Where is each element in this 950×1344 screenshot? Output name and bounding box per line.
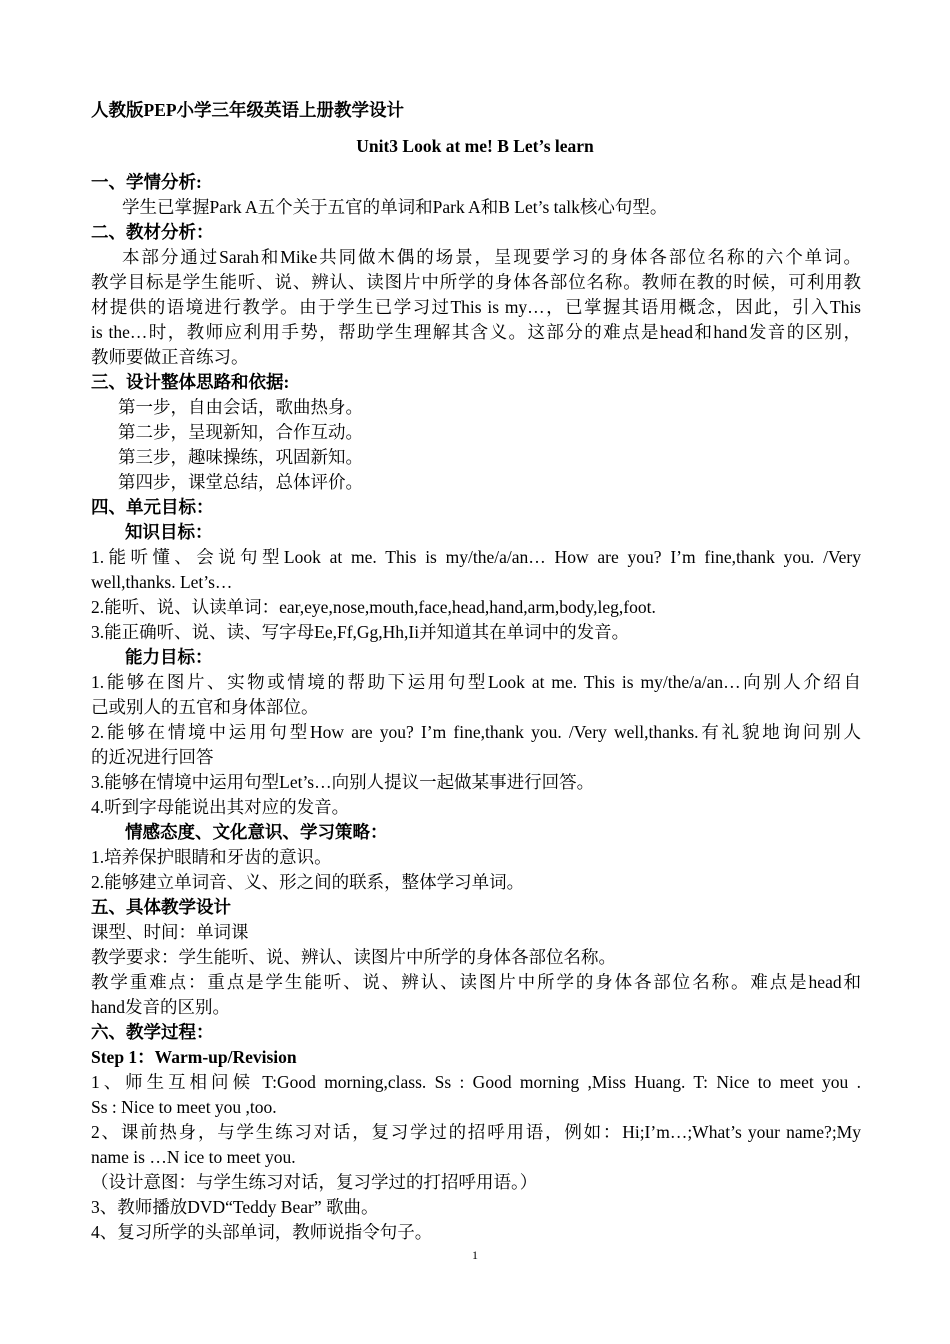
subheading-ability: 能力目标：	[125, 647, 213, 667]
paragraph-line: 教学要求：学生能听、说、辨认、读图片中所学的身体各部位名称。	[91, 947, 616, 967]
doc-title: 人教版PEP小学三年级英语上册教学设计	[91, 100, 405, 120]
list-item: 第二步，呈现新知，合作互动。	[118, 422, 363, 442]
paragraph-line: 教师要做正音练习。	[91, 347, 249, 367]
paragraph-line: 2、课前热身，与学生练习对话，复习学过的招呼用语，例如：Hi;I’m…;What’s your name?;My	[91, 1122, 861, 1142]
paragraph-line: name is …N ice to meet you.	[91, 1147, 296, 1167]
paragraph-line: 己或别人的五官和身体部位。	[91, 697, 319, 717]
paragraph-line: 的近况进行回答	[91, 747, 214, 767]
paragraph-line: 教学重难点：重点是学生能听、说、辨认、读图片中所学的身体各部位名称。难点是head和	[91, 972, 861, 992]
paragraph-line: is the…时，教师应利用手势，帮助学生理解其含义。这部分的难点是head和hand发音的区别，	[91, 322, 861, 342]
section-heading-6: 六、教学过程：	[91, 1022, 214, 1042]
paragraph-line: 4、复习所学的头部单词，教师说指令句子。	[91, 1222, 433, 1242]
list-item: 第三步，趣味操练，巩固新知。	[118, 447, 363, 467]
paragraph-line: 1、师生互相问候 T:Good morning,class. Ss : Good morning ,Miss Huang. T: Nice to meet you .	[91, 1072, 861, 1092]
paragraph: 学生已掌握Park A五个关于五官的单词和Park A和B Let’s talk核心句型。	[122, 197, 668, 217]
list-item: 第一步，自由会话，歌曲热身。	[118, 397, 363, 417]
paragraph-line: 2.能听、说、认读单词：ear,eye,nose,mouth,face,head,hand,arm,body,leg,foot.	[91, 597, 656, 617]
paragraph-line: 1.能够在图片、实物或情境的帮助下运用句型Look at me. This is my/the/a/an…向别人介绍自	[91, 672, 861, 692]
paragraph-line: Ss : Nice to meet you ,too.	[91, 1097, 277, 1117]
subheading-emotion: 情感态度、文化意识、学习策略：	[125, 822, 388, 842]
section-heading-1: 一、学情分析:	[91, 172, 202, 192]
paragraph-line: 2.能够在情境中运用句型How are you? I’m fine,thank you. /Very well,thanks.有礼貌地询问别人	[91, 722, 861, 742]
paragraph-line: hand发音的区别。	[91, 997, 231, 1017]
paragraph-line: 教学目标是学生能听、说、辨认、读图片中所学的身体各部位名称。教师在教的时候，可利用教	[91, 272, 861, 292]
section-heading-3: 三、设计整体思路和依据:	[91, 372, 290, 392]
page-number: 1	[472, 1248, 478, 1262]
design-note: （设计意图：与学生练习对话，复习学过的打招呼用语。）	[91, 1172, 538, 1192]
section-heading-2: 二、教材分析：	[91, 222, 214, 242]
step-heading: Step 1：Warm-up/Revision	[91, 1047, 297, 1067]
list-item: 第四步，课堂总结，总体评价。	[118, 472, 363, 492]
paragraph-line: 4.听到字母能说出其对应的发音。	[91, 797, 350, 817]
paragraph-line: 本部分通过Sarah和Mike共同做木偶的场景，呈现要学习的身体各部位名称的六个单词。	[122, 247, 861, 267]
paragraph-line: 课型、时间：单词课	[91, 922, 249, 942]
paragraph-line: 材提供的语境进行教学。由于学生已学习过This is my…，已掌握其语用概念，因此，引入This	[91, 297, 861, 317]
subheading-knowledge: 知识目标：	[125, 522, 213, 542]
section-heading-4: 四、单元目标：	[91, 497, 214, 517]
paragraph-line: 1.培养保护眼睛和牙齿的意识。	[91, 847, 332, 867]
paragraph-line: 1.能听懂、会说句型Look at me. This is my/the/a/an… How are you? I’m fine,thank you. /Very	[91, 547, 861, 567]
paragraph-line: 3.能正确听、说、读、写字母Ee,Ff,Gg,Hh,Ii并知道其在单词中的发音。	[91, 622, 630, 642]
paragraph-line: 2.能够建立单词音、义、形之间的联系，整体学习单词。	[91, 872, 525, 892]
paragraph-line: 3、教师播放DVD“Teddy Bear” 歌曲。	[91, 1197, 379, 1217]
paragraph-line: 3.能够在情境中运用句型Let’s…向别人提议一起做某事进行回答。	[91, 772, 595, 792]
doc-subtitle: Unit3 Look at me! B Let’s learn	[356, 136, 594, 156]
section-heading-5: 五、具体教学设计	[91, 897, 231, 917]
paragraph-line: well,thanks. Let’s…	[91, 572, 233, 592]
